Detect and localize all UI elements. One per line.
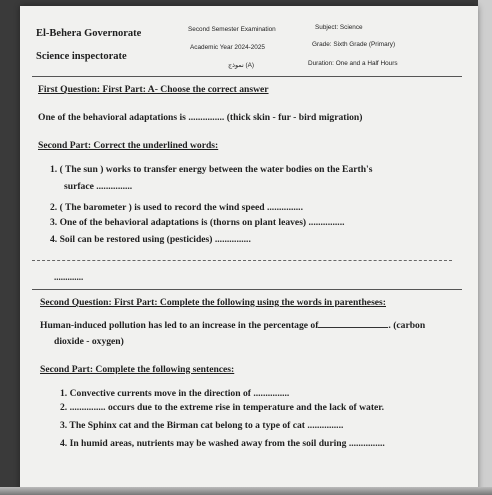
semester-label: Second Semester Examination — [188, 26, 276, 33]
exam-sheet — [20, 6, 478, 495]
exam-header — [20, 6, 478, 84]
question-3-text — [40, 319, 425, 331]
question-3-title: Second Question: First Part: Complete the following using the words in parentheses: — [40, 297, 386, 308]
section-divider — [32, 260, 452, 261]
completion-item: 2. ............... occurs due to the extreme rise in temperature and the lack of water. — [60, 402, 385, 413]
dotted-filler: ............. — [54, 272, 84, 282]
question-3-text-start: Human-induced pollution has led to an increase in the percentage of — [40, 320, 319, 331]
question-3-text-end: . (carbon — [388, 320, 426, 331]
correction-item: 3. One of the behavioral adaptations is (thorns on plant leaves) ............... — [50, 217, 345, 228]
answer-blank — [318, 319, 388, 328]
section-divider — [32, 289, 462, 290]
completion-item: 1. Convective currents move in the direction of ............... — [60, 388, 290, 399]
completion-item: 3. The Sphinx cat and the Birman cat belong to a type of cat ............... — [60, 420, 344, 431]
question-3-options: dioxide - oxygen) — [54, 336, 124, 347]
correction-item-continued: surface ............... — [64, 181, 133, 192]
governorate-label: El-Behera Governorate — [36, 28, 142, 39]
duration-label: Duration: One and a Half Hours — [308, 60, 398, 67]
correction-item: 4. Soil can be restored using (pesticides) ............... — [50, 234, 251, 245]
academic-year-label: Academic Year 2024-2025 — [190, 44, 265, 51]
background-edge — [478, 0, 492, 495]
header-divider — [32, 76, 462, 77]
correction-item: 1. ( The sun ) works to transfer energy between the water bodies on the Earth's — [50, 164, 373, 175]
model-label: نموذج (A) — [228, 62, 255, 69]
correction-item: 2. ( The barometer ) is used to record the wind speed ............... — [50, 202, 303, 213]
question-2-title: Second Part: Correct the underlined words: — [38, 140, 219, 151]
inspectorate-label: Science inspectorate — [36, 51, 127, 62]
completion-item: 4. In humid areas, nutrients may be washed away from the soil during ............... — [60, 438, 385, 449]
bottom-shadow — [0, 487, 492, 495]
subject-label: Subject: Science — [315, 24, 363, 31]
question-1-text: One of the behavioral adaptations is ............... (thick skin - fur - bird migration) — [38, 112, 363, 123]
grade-label: Grade: Sixth Grade (Primary) — [312, 41, 396, 48]
question-1-title: First Question: First Part: A- Choose the correct answer — [38, 84, 269, 95]
question-4-title: Second Part: Complete the following sentences: — [40, 364, 235, 375]
